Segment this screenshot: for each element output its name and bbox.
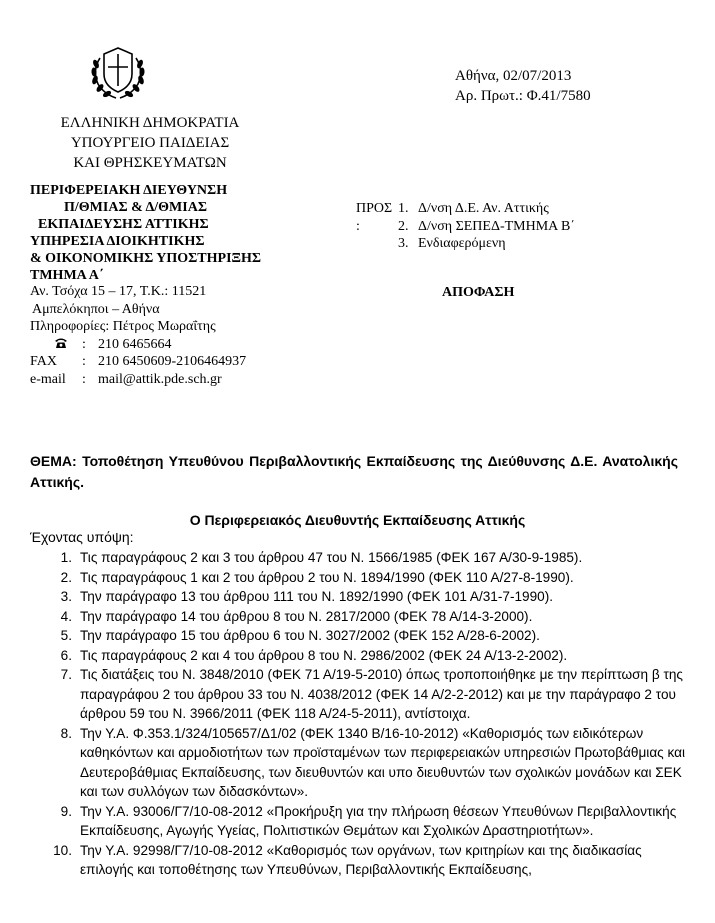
email-address[interactable]: mail@attik.pde.sch.gr <box>98 371 222 387</box>
office-line: Π/ΘΜΙΑΣ & Δ/ΘΜΙΑΣ <box>64 200 207 215</box>
phone-separator: : <box>82 336 86 352</box>
list-item <box>54 626 686 646</box>
area: Αμπελόκηποι – Αθήνα <box>32 301 160 317</box>
document-meta <box>455 66 591 106</box>
item-number: 2. <box>60 569 72 585</box>
recipient-item: 1. Δ/νση Δ.Ε. Αν. Αττικής <box>412 200 712 218</box>
item-number: 4. <box>60 608 72 624</box>
item-text: Την παράγραφο 14 του άρθρου 8 του Ν. 2817/2000 (ΦΕΚ 78 Α/14-3-2000). <box>80 608 533 624</box>
item-text: Την Υ.Α. 92998/Γ7/10-08-2012 «Καθορισμός των οργάνων, των κριτηρίων και της διαδικασίας επιλογής και τοποθέτησης των Υπευθύνων, Περιβαλλοντικής Εκπαίδευσης, <box>80 842 642 877</box>
ministry-line: ΥΠΟΥΡΓΕΙΟ ΠΑΙΔΕΙΑΣ <box>70 135 230 151</box>
office-line: ΕΚΠΑΙΔΕΥΣΗΣ ΑΤΤΙΚΗΣ <box>38 217 209 232</box>
ministry-header <box>0 113 300 173</box>
list-item <box>54 607 686 627</box>
decision-title: ΑΠΟΦΑΣΗ <box>442 285 515 300</box>
item-text: Την Υ.Α. 93006/Γ7/10-08-2012 «Προκήρυξη για την πλήρωση θέσεων Υπευθύνων Περιβαλλοντικής Εκπαίδευσης, Αγωγής Υγείας, Πολιτιστικών Θεμάτων και Σχολικών Δραστηριοτήτων». <box>80 803 677 838</box>
list-item <box>54 665 686 724</box>
office-line: ΤΜΗΜΑ Α΄ <box>30 268 104 283</box>
item-number: 3. <box>60 589 72 604</box>
place-date: Αθήνα, 02/07/2013 <box>455 68 572 84</box>
item-text: Τις διατάξεις του Ν. 3848/2010 (ΦΕΚ 71 Α/19-5-2010) όπως τροποποιήθηκε με την περίπτωση β της παραγράφου 2 του άρθρου 33 του Ν. 4038/2012 (ΦΕΚ 14 Α/2-2-2012) και με την παράγραφο 2 του άρθρου 59 του Ν. 3966/2011 (ΦΕΚ 118 Α/24-5-2011), αντίστοιχα. <box>80 667 683 721</box>
greek-coat-of-arms-icon <box>86 40 150 104</box>
list-item <box>54 841 686 880</box>
list-item <box>54 587 686 607</box>
considering-heading: Έχοντας υπόψη: <box>30 529 134 545</box>
office-line: & ΟΙΚΟΝΟΜΙΚΗΣ ΥΠΟΣΤΗΡΙΞΗΣ <box>30 251 262 266</box>
item-text: Την παράγραφο 15 του άρθρου 6 του Ν. 3027/2002 (ΦΕΚ 152 Α/28-6-2002). <box>80 628 540 643</box>
ministry-line: ΕΛΛΗΝΙΚΗ ΔΗΜΟΚΡΑΤΙΑ <box>60 115 240 131</box>
list-item <box>54 724 686 802</box>
telephone-icon <box>30 336 82 354</box>
list-item <box>54 802 686 841</box>
phone-row <box>30 336 246 354</box>
recipient-item: 3. Ενδιαφερόμενη <box>412 235 712 253</box>
item-number: 7. <box>60 667 72 682</box>
item-number: 5. <box>60 628 72 643</box>
ministry-line: ΚΑΙ ΘΡΗΣΚΕΥΜΑΤΩΝ <box>73 155 227 171</box>
recipients-label: ΠΡΟΣ : <box>356 201 393 234</box>
list-item <box>54 548 686 568</box>
subject-line: ΘΕΜΑ: Τοποθέτηση Υπευθύνου Περιβαλλοντικής Εκπαίδευσης της Διεύθυνσης Δ.Ε. Ανατολικής Αττικής. <box>30 453 678 490</box>
list-item <box>54 568 686 588</box>
director-title: Ο Περιφερειακός Διευθυντής Εκπαίδευσης Αττικής <box>189 512 526 528</box>
item-text: Τις παραγράφους 1 και 2 του άρθρου 2 του Ν. 1894/1990 (ΦΕΚ 110 Α/27-8-1990). <box>80 569 574 585</box>
item-text: Τις παραγράφους 2 και 4 του άρθρου 8 του Ν. 2986/2002 (ΦΕΚ 24 Α/13-2-2002). <box>80 647 568 663</box>
item-number: 10. <box>53 842 72 858</box>
item-text: Την Υ.Α. Φ.353.1/324/105657/Δ1/02 (ΦΕΚ 1340 Β/16-10-2012) «Καθορισμός των ειδικότερων καθηκόντων και αρμοδιοτήτων των προϊσταμένων των περιφερειακών υπηρεσιών Πρωτοβάθμιας και Δευτεροβάθμιας Εκπαίδευσης, των διευθυντών και υπο διευθυντών των σχολικών μονάδων και ΣΕΚ και των συλλόγων των διδασκόντων». <box>80 725 686 799</box>
fax-number: 210 6450609-2106464937 <box>98 354 247 369</box>
email-row <box>30 371 246 389</box>
fax-row <box>30 353 246 371</box>
protocol-number: Αρ. Πρωτ.: Φ.41/7580 <box>455 88 591 104</box>
item-number: 1. <box>60 550 72 565</box>
info-contact: Πληροφορίες: Πέτρος Μωραΐτης <box>30 319 216 334</box>
phone-number: 210 6465664 <box>98 336 172 352</box>
item-number: 8. <box>60 725 72 741</box>
item-text: Την παράγραφο 13 του άρθρου 111 του Ν. 1892/1990 (ΦΕΚ 101 Α/31-7-1990). <box>80 589 554 604</box>
office-line: ΠΕΡΙΦΕΡΕΙΑΚΗ ΔΙΕΥΘΥΝΣΗ <box>30 183 228 198</box>
item-number: 6. <box>60 647 72 663</box>
issuing-office <box>30 182 261 284</box>
legal-basis-list <box>54 548 686 880</box>
email-separator: : <box>82 371 86 387</box>
office-line: ΥΠΗΡΕΣΙΑ ΔΙΟΙΚΗΤΙΚΗΣ <box>30 234 205 249</box>
item-number: 9. <box>60 803 72 819</box>
email-label: e-mail <box>30 371 66 387</box>
street-address: Αν. Τσόχα 15 – 17, Τ.Κ.: 11521 <box>30 284 207 299</box>
fax-separator: : <box>82 354 86 369</box>
item-text: Τις παραγράφους 2 και 3 του άρθρου 47 του Ν. 1566/1985 (ΦΕΚ 167 Α/30-9-1985). <box>80 550 583 565</box>
contact-details <box>30 283 246 388</box>
fax-label: FAX <box>30 354 57 369</box>
list-item <box>54 646 686 666</box>
recipients-list <box>388 200 712 253</box>
recipient-item: 2. Δ/νση ΣΕΠΕΔ-ΤΜΗΜΑ Β΄ <box>412 218 712 236</box>
